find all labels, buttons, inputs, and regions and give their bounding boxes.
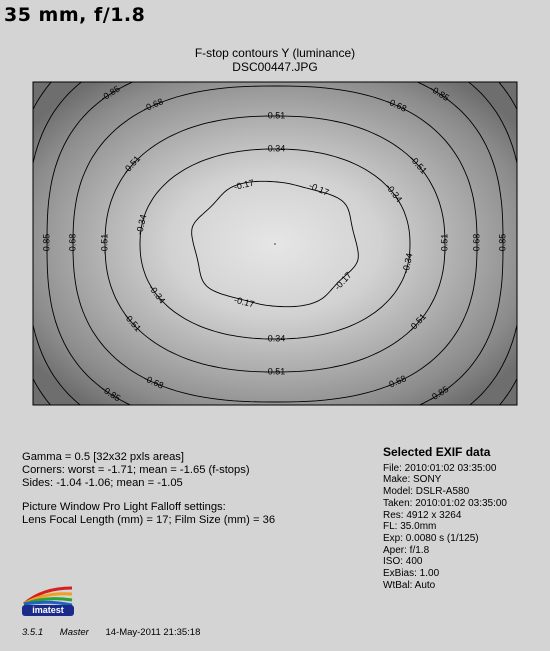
exif-row: Taken: 2010:01:02 03:35:00 [383, 497, 507, 509]
footer-date: 14-May-2011 21:35:18 [105, 627, 201, 638]
contour-label: -0.34 [400, 252, 415, 275]
contour-label: -0.85 [427, 383, 451, 404]
contour-label: -0.85 [497, 233, 508, 255]
plot-title-line2: DSC00447.JPG [232, 60, 318, 74]
footer-edition: Master [59, 627, 89, 638]
contour-label: -0.51 [264, 366, 286, 377]
contour-label: -0.34 [264, 143, 286, 154]
contour-label: -0.51 [264, 110, 286, 121]
exif-row: Model: DSLR-A580 [383, 486, 470, 498]
exif-row: Exp: 0.0080 s (1/125) [383, 532, 479, 544]
contour-label: -0.51 [407, 153, 429, 176]
contour-label: -0.68 [142, 373, 166, 391]
contour-label: -0.34 [383, 181, 405, 205]
footer-version: 3.5.1 [22, 627, 44, 638]
gamma-text: Gamma = 0.5 [32x32 pxls areas] [22, 451, 184, 463]
exif-row: WtBal: Auto [383, 579, 436, 591]
contour-label: -0.34 [134, 213, 149, 236]
contour-label: -0.17 [232, 177, 256, 193]
contour-label: -0.51 [439, 233, 450, 255]
pw-settings-title: Picture Window Pro Light Falloff settings: [22, 501, 226, 514]
center-dot [274, 243, 276, 245]
contour-label: -0.85 [99, 383, 123, 404]
corners-text: Corners: worst = -1.71; mean = -1.65 (f-stops) [22, 463, 250, 476]
plot-title-line1: F-stop contours Y (luminance) [194, 46, 356, 60]
contour-label: -0.51 [121, 153, 143, 176]
exif-panel [383, 447, 507, 591]
exif-row: Make: SONY [383, 474, 442, 486]
contour-label: -0.51 [406, 311, 429, 334]
contour-label: -0.68 [67, 233, 78, 255]
sides-text: Sides: -1.04 -1.06; mean = -1.05 [22, 476, 183, 489]
contour-label: -0.51 [99, 233, 110, 255]
exif-row: ExBias: 1.00 [383, 568, 440, 580]
contour-label: -0.85 [99, 83, 122, 103]
contour-label: -0.34 [264, 333, 286, 344]
contour-label: -0.17 [332, 270, 354, 292]
contour-label: -0.68 [384, 373, 408, 391]
contour-label: -0.34 [146, 283, 168, 306]
exif-row: FL: 35.0mm [383, 521, 437, 533]
exif-row: Res: 4912 x 3264 [383, 509, 462, 521]
exif-title: Selected EXIF data [383, 445, 491, 459]
imatest-logo-text: imatest [22, 605, 74, 616]
pw-settings-values: Lens Focal Length (mm) = 17; Film Size (mm) = 36 [22, 514, 276, 527]
contour-label: -0.68 [141, 96, 165, 114]
contour-label: -0.51 [122, 311, 144, 334]
contour-label: -0.17 [233, 294, 256, 310]
contour-label: -0.68 [471, 233, 482, 255]
analysis-info [22, 451, 275, 527]
footer [22, 627, 214, 638]
contour-label: -0.17 [307, 180, 331, 198]
exif-row: Aper: f/1.8 [383, 544, 430, 556]
exif-row: ISO: 400 [383, 556, 423, 568]
contour-label: -0.85 [41, 233, 52, 255]
exif-row: File: 2010:01:02 03:35:00 [383, 462, 497, 474]
contour-label: -0.85 [428, 83, 451, 104]
contour-label: -0.68 [385, 96, 409, 114]
page-heading: 35 mm, f/1.8 [4, 4, 146, 26]
